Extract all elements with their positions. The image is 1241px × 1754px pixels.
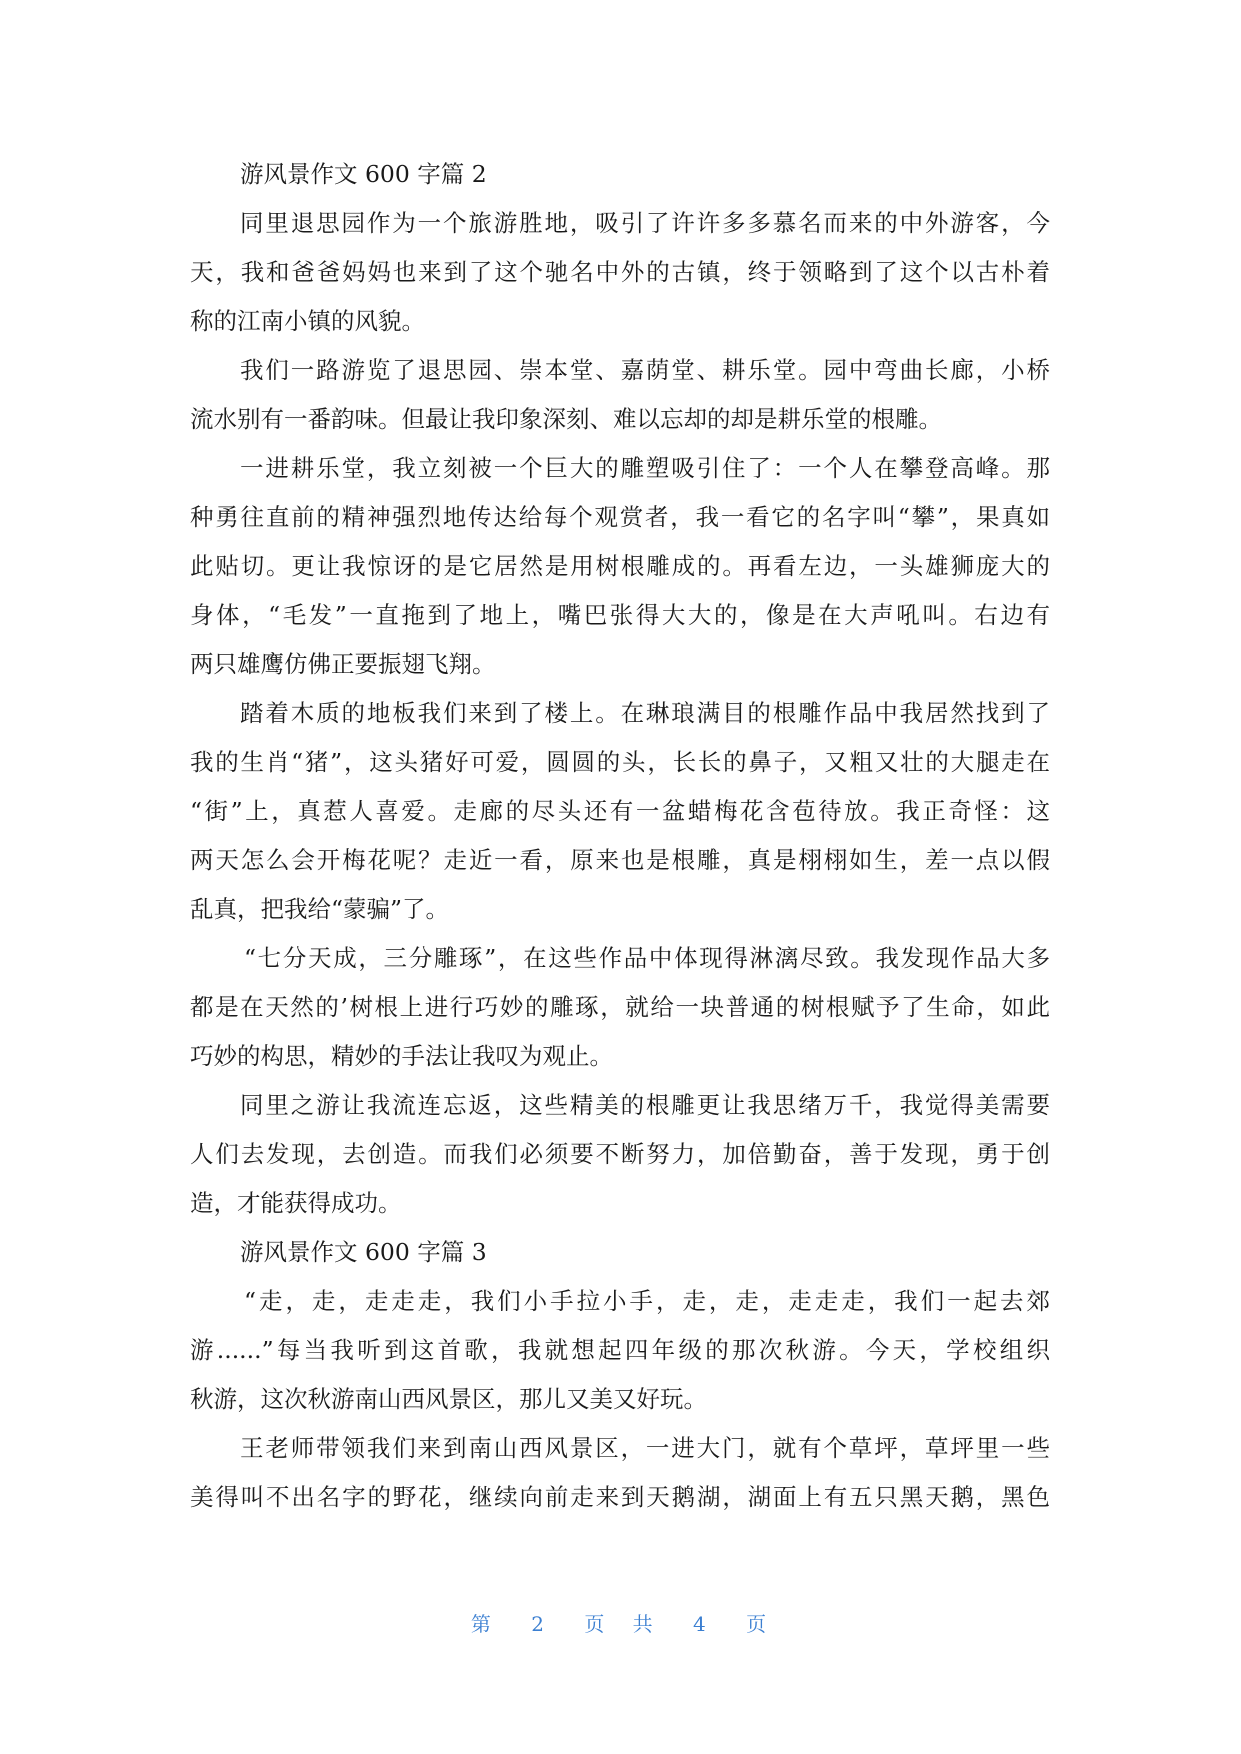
section-heading: 游风景作文 600 字篇 2: [240, 160, 487, 188]
text-line: 两天怎么会开梅花呢？走近一看，原来也是根雕，真是栩栩如生，差一点以假: [190, 846, 1050, 874]
footer-middle: 页 共: [584, 1612, 657, 1636]
footer-current-page: 2: [531, 1612, 548, 1636]
text-line: 踏着木质的地板我们来到了楼上。在琳琅满目的根雕作品中我居然找到了: [240, 699, 1050, 727]
text-line: 流水别有一番韵味。但最让我印象深刻、难以忘却的却是耕乐堂的根雕。: [190, 405, 942, 433]
page-footer: [0, 1608, 1241, 1637]
text-line: 都是在天然的’树根上进行巧妙的雕琢，就给一块普通的树根赋予了生命，如此: [190, 993, 1050, 1021]
section-heading: 游风景作文 600 字篇 3: [240, 1238, 487, 1266]
text-line: 巧妙的构思，精妙的手法让我叹为观止。: [190, 1042, 613, 1070]
text-line: “走，走，走走走，我们小手拉小手，走，走，走走走，我们一起去郊: [244, 1287, 1050, 1315]
footer-suffix: 页: [746, 1612, 771, 1636]
text-line: 同里退思园作为一个旅游胜地，吸引了许许多多慕名而来的中外游客，今: [240, 209, 1050, 237]
text-line: 此贴切。更让我惊讶的是它居然是用树根雕成的。再看左边，一头雄狮庞大的: [190, 552, 1050, 580]
text-line: “七分天成，三分雕琢”，在这些作品中体现得淋漓尽致。我发现作品大多: [244, 944, 1050, 972]
text-line: 身体，“毛发”一直拖到了地上，嘴巴张得大大的，像是在大声吼叫。右边有: [190, 601, 1050, 629]
text-line: 我们一路游览了退思园、崇本堂、嘉荫堂、耕乐堂。园中弯曲长廊，小桥: [240, 356, 1050, 384]
text-line: 游......”每当我听到这首歌，我就想起四年级的那次秋游。今天，学校组织: [190, 1336, 1050, 1364]
document-body: [190, 150, 1050, 1522]
text-line: 天，我和爸爸妈妈也来到了这个驰名中外的古镇，终于领略到了这个以古朴着: [190, 258, 1050, 286]
text-line: 美得叫不出名字的野花，继续向前走来到天鹅湖，湖面上有五只黑天鹅，黑色: [190, 1483, 1050, 1511]
footer-total-pages: 4: [693, 1612, 710, 1636]
text-line: 造，才能获得成功。: [190, 1189, 402, 1217]
text-line: 两只雄鹰仿佛正要振翅飞翔。: [190, 650, 496, 678]
text-line: 王老师带领我们来到南山西风景区，一进大门，就有个草坪，草坪里一些: [240, 1434, 1050, 1462]
footer-prefix: 第: [470, 1612, 495, 1636]
text-line: 种勇往直前的精神强烈地传达给每个观赏者，我一看它的名字叫“攀”，果真如: [190, 503, 1050, 531]
text-line: 称的江南小镇的风貌。: [190, 307, 425, 335]
text-line: 人们去发现，去创造。而我们必须要不断努力，加倍勤奋，善于发现，勇于创: [190, 1140, 1050, 1168]
text-line: 我的生肖“猪”，这头猪好可爱，圆圆的头，长长的鼻子，又粗又壮的大腿走在: [190, 748, 1050, 776]
text-line: 乱真，把我给“蒙骗”了。: [190, 895, 450, 923]
text-line: 同里之游让我流连忘返，这些精美的根雕更让我思绪万千，我觉得美需要: [240, 1091, 1050, 1119]
text-line: 一进耕乐堂，我立刻被一个巨大的雕塑吸引住了：一个人在攀登高峰。那: [240, 454, 1050, 482]
text-line: “街”上，真惹人喜爱。走廊的尽头还有一盆蜡梅花含苞待放。我正奇怪：这: [190, 797, 1050, 825]
text-line: 秋游，这次秋游南山西风景区，那儿又美又好玩。: [190, 1385, 707, 1413]
